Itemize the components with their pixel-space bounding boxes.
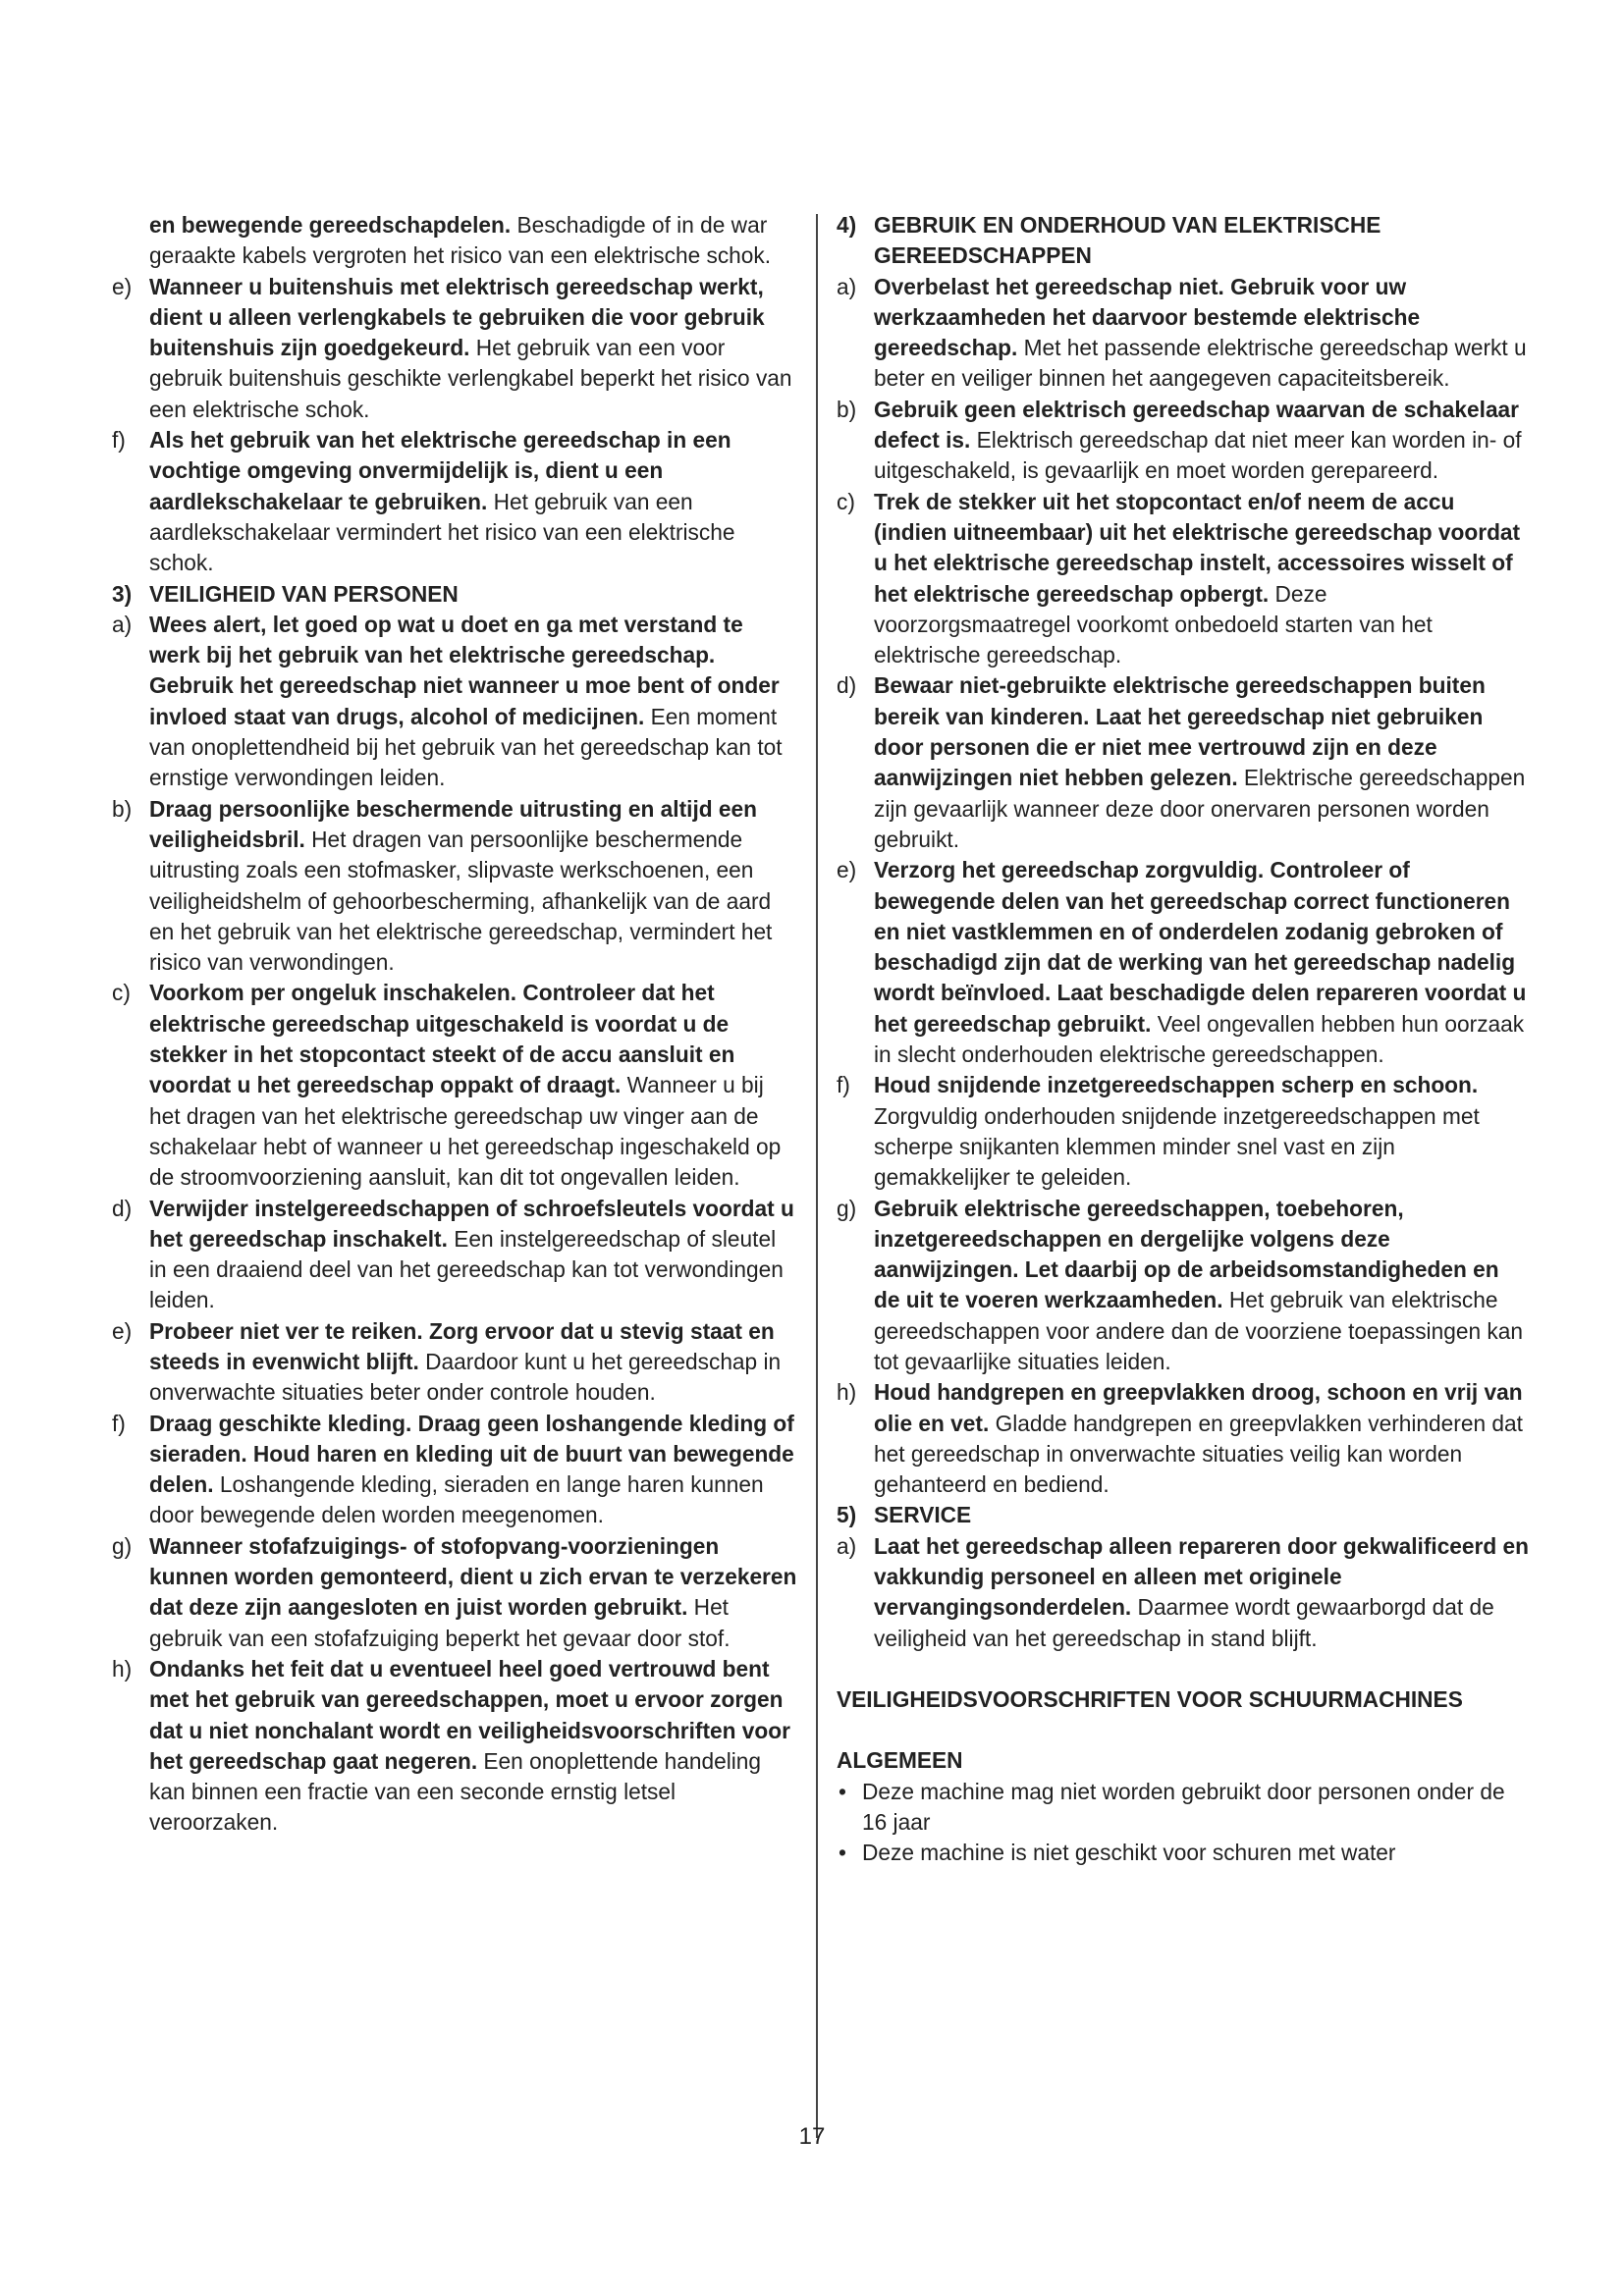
bullet-item	[837, 1777, 1529, 1839]
continued-text: Beschadigde of in de war geraakte kabels vergroten het risico van een elektrische schok.	[149, 212, 772, 269]
item-text: Een moment van onoplettendheid bij het gebruik van het gereedschap kan tot ernstige verwondingen leiden.	[149, 703, 783, 791]
list-item	[112, 1409, 799, 1531]
item-bold: Voorkom per ongeluk inschakelen. Controleer dat het elektrische gereedschap uitgeschakeld is voordat u de stekker in het stopcontact steekt of de accu aansluit en voordat u het gereedschap oppakt of draagt.	[149, 980, 735, 1098]
list-item	[837, 487, 1529, 671]
section-heading-maintenance	[837, 210, 1529, 272]
continued-paragraph	[112, 210, 799, 272]
section-number: 5)	[837, 1502, 857, 1528]
item-text: Daarmee wordt gewaarborgd dat de veiligheid van het gereedschap in stand blijft.	[874, 1594, 1494, 1651]
item-text: Het dragen van persoonlijke beschermende uitrusting zoals een stofmasker, slipvaste werkschoenen, een veiligheidshelm of gehoorbescherming, afhankelijk van de aard en het gebruik van het elektrische gereedschap, vermindert het risico van verwondingen.	[149, 826, 773, 976]
item-text: Het gebruik van een voor gebruik buitenshuis geschikte verlengkabel beperkt het risico van een elektrische schok.	[149, 335, 792, 422]
item-bold: Probeer niet ver te reiken. Zorg ervoor dat u stevig staat en steeds in evenwicht blijft.	[149, 1317, 775, 1374]
item-label: e)	[837, 857, 857, 883]
item-bold: Gebruik geen elektrisch gereedschap waarvan de schakelaar defect is.	[874, 396, 1520, 454]
item-label: a)	[112, 611, 133, 637]
item-bold: Verwijder instelgereedschappen of schroefsleutels voordat u het gereedschap inschakelt.	[149, 1195, 794, 1252]
section-heading-persons	[112, 579, 799, 610]
list-item	[112, 425, 799, 578]
item-bold: Draag geschikte kleding. Draag geen loshangende kleding of sieraden. Houd haren en kleding uit de buurt van bewegende delen.	[149, 1410, 794, 1498]
item-text: Zorgvuldig onderhouden snijdende inzetgereedschappen met scherpe snijkanten klemmen minder snel vast en zijn gemakkelijker te geleiden.	[874, 1102, 1480, 1191]
item-text: Daardoor kunt u het gereedschap in onverwachte situaties beter onder controle houden.	[149, 1348, 782, 1406]
bullet-dot: •	[839, 1778, 846, 1804]
item-label: h)	[112, 1655, 133, 1682]
item-bold: Laat het gereedschap alleen repareren door gekwalificeerd en vakkundig personeel en alleen met originele vervangingsonderdelen.	[874, 1532, 1530, 1621]
item-label: a)	[837, 1532, 857, 1559]
item-bold: Houd snijdende inzetgereedschappen scherp en schoon.	[874, 1072, 1479, 1098]
item-bold: Wanneer stofafzuigings- of stofopvang-voorzieningen kunnen worden gemonteerd, dient u zich ervan te verzekeren dat deze zijn aangesloten en juist worden gebruikt.	[149, 1532, 797, 1621]
item-text: Gladde handgrepen en greepvlakken verhinderen dat het gereedschap in onverwachte situaties veilig kan worden gehanteerd en bediend.	[874, 1410, 1523, 1498]
left-column	[112, 210, 799, 1839]
item-text: Wanneer u bij het dragen van het elektrische gereedschap uw vinger aan de schakelaar hebt of wanneer u het gereedschap ingeschakeld op de stroomvoorziening aansluit, kan dit tot ongevallen leiden.	[149, 1072, 782, 1191]
section-title: GEBRUIK EN ONDERHOUD VAN ELEKTRISCHE GEREEDSCHAPPEN	[874, 212, 1381, 269]
item-bold: Ondanks het feit dat u eventueel heel goed vertrouwd bent met het gebruik van gereedschappen, moet u ervoor zorgen dat u niet nonchalant wordt en veiligheidsvoorschriften voor het gereedschap gaat negeren.	[149, 1655, 790, 1774]
item-text: Loshangende kleding, sieraden en lange haren kunnen door bewegende delen worden meegenomen.	[149, 1471, 764, 1528]
item-text: Elektrisch gereedschap dat niet meer kan worden in- of uitgeschakeld, is gevaarlijk en moet worden gerepareerd.	[874, 427, 1522, 484]
list-item	[112, 1316, 799, 1409]
list-item	[837, 1531, 1529, 1654]
spacer	[837, 1654, 1529, 1684]
item-bold: Trek de stekker uit het stopcontact en/of neem de accu (indien uitneembaar) uit het elektrische gereedschap voordat u het elektrische gereedschap instelt, accessoires wisselt of het elektrische gereedschap opbergt.	[874, 488, 1521, 607]
bullet-dot: •	[839, 1840, 846, 1866]
item-label: f)	[112, 1410, 126, 1436]
list-item	[837, 855, 1529, 1070]
general-subtitle: ALGEMEEN	[837, 1747, 963, 1774]
item-bold: Draag persoonlijke beschermende uitrusting en altijd een veiligheidsbril.	[149, 795, 758, 852]
item-text: Een onoplettende handeling kan binnen een fractie van een seconde ernstig letsel veroorzaken.	[149, 1747, 762, 1836]
spacer	[837, 1715, 1529, 1745]
bullet-text: Deze machine mag niet worden gebruikt door personen onder de 16 jaar	[862, 1778, 1505, 1835]
list-item	[837, 1194, 1529, 1378]
section-title: VEILIGHEID VAN PERSONEN	[149, 580, 459, 607]
item-label: d)	[112, 1195, 133, 1221]
list-item	[112, 1531, 799, 1654]
item-label: g)	[112, 1532, 133, 1559]
item-text: Het gebruik van een stofafzuiging beperkt het gevaar door stof.	[149, 1594, 731, 1651]
list-item	[112, 1654, 799, 1839]
item-label: f)	[112, 427, 126, 454]
list-item	[837, 1070, 1529, 1193]
item-bold: Verzorg het gereedschap zorgvuldig. Controleer of bewegende delen van het gereedschap correct functioneren en niet vastklemmen en of onderdelen zodanig gebroken of beschadigd zijn dat de werking van het gereedschap nadelig wordt beïnvloed. Laat beschadigde delen repareren voordat u het gereedschap gebruikt.	[874, 857, 1527, 1037]
list-item	[837, 1377, 1529, 1500]
section-number: 3)	[112, 580, 133, 607]
continued-bold: en bewegende gereedschapdelen.	[149, 212, 512, 238]
item-bold: Houd handgrepen en greepvlakken droog, schoon en vrij van olie en vet.	[874, 1379, 1523, 1436]
item-label: b)	[837, 396, 857, 422]
item-text: Deze voorzorgsmaatregel voorkomt onbedoeld starten van het elektrische gereedschap.	[874, 580, 1433, 668]
list-item	[112, 272, 799, 425]
item-label: f)	[837, 1072, 850, 1098]
item-label: a)	[837, 273, 857, 299]
list-item	[112, 978, 799, 1193]
item-bold: Overbelast het gereedschap niet. Gebruik voor uw werkzaamheden het daarvoor bestemde elektrische gereedschap.	[874, 273, 1421, 361]
item-bold: Wanneer u buitenshuis met elektrisch gereedschap werkt, dient u alleen verlengkabels te gebruiken die voor gebruik buitenshuis zijn goedgekeurd.	[149, 273, 765, 361]
item-label: c)	[112, 980, 131, 1006]
right-column	[837, 210, 1529, 1868]
page-number: 17	[798, 2123, 826, 2150]
item-label: c)	[837, 488, 855, 514]
list-item	[112, 1194, 799, 1316]
item-bold: Gebruik elektrische gereedschappen, toebehoren, inzetgereedschappen en dergelijke volgens deze aanwijzingen. Let daarbij op de arbeidsomstandigheden en de uit te voeren werkzaamheden.	[874, 1195, 1499, 1313]
item-text: Veel ongevallen hebben hun oorzaak in slecht onderhouden elektrische gereedschappen.	[874, 1010, 1525, 1068]
item-bold: Bewaar niet-gebruikte elektrische gereedschappen buiten bereik van kinderen. Laat het gereedschap niet gebruiken door personen die er niet mee vertrouwd zijn en deze aanwijzingen niet hebben gelezen.	[874, 672, 1486, 791]
list-item	[837, 272, 1529, 395]
section-heading-service	[837, 1500, 1529, 1530]
item-text: Met het passende elektrische gereedschap werkt u beter en veiliger binnen het aangegeven capaciteitsbereik.	[874, 335, 1527, 392]
list-item	[112, 610, 799, 794]
list-item	[837, 670, 1529, 855]
section-number: 4)	[837, 212, 857, 238]
item-label: e)	[112, 1317, 133, 1344]
item-text: Een instelgereedschap of sleutel in een draaiend deel van het gereedschap kan tot verwondingen leiden.	[149, 1225, 784, 1313]
item-text: Elektrische gereedschappen zijn gevaarlijk wanneer deze door onervaren personen worden gebruikt.	[874, 765, 1526, 852]
sander-safety-title: VEILIGHEIDSVOORSCHRIFTEN VOOR SCHUURMACHINES	[837, 1685, 1463, 1712]
item-bold: Als het gebruik van het elektrische gereedschap in een vochtige omgeving onvermijdelijk is, dient u een aardlekschakelaar te gebruiken.	[149, 427, 731, 514]
bullet-item	[837, 1838, 1529, 1868]
item-label: d)	[837, 672, 857, 699]
item-bold: Wees alert, let goed op wat u doet en ga met verstand te werk bij het gebruik van het elektrische gereedschap. Gebruik het gereedschap niet wanneer u moe bent of onder invloed staat van drugs, alcohol of medicijnen.	[149, 611, 780, 729]
column-divider	[816, 214, 818, 2138]
list-item	[837, 395, 1529, 487]
list-item	[112, 794, 799, 979]
section-title: SERVICE	[874, 1502, 972, 1528]
item-label: h)	[837, 1379, 857, 1406]
item-text: Het gebruik van een aardlekschakelaar vermindert het risico van een elektrische schok.	[149, 488, 735, 576]
item-label: e)	[112, 273, 133, 299]
item-text: Het gebruik van elektrische gereedschappen voor andere dan de voorziene toepassingen kan tot gevaarlijke situaties leiden.	[874, 1287, 1523, 1374]
bullet-text: Deze machine is niet geschikt voor schuren met water	[862, 1840, 1396, 1866]
item-label: b)	[112, 795, 133, 822]
item-label: g)	[837, 1195, 857, 1221]
